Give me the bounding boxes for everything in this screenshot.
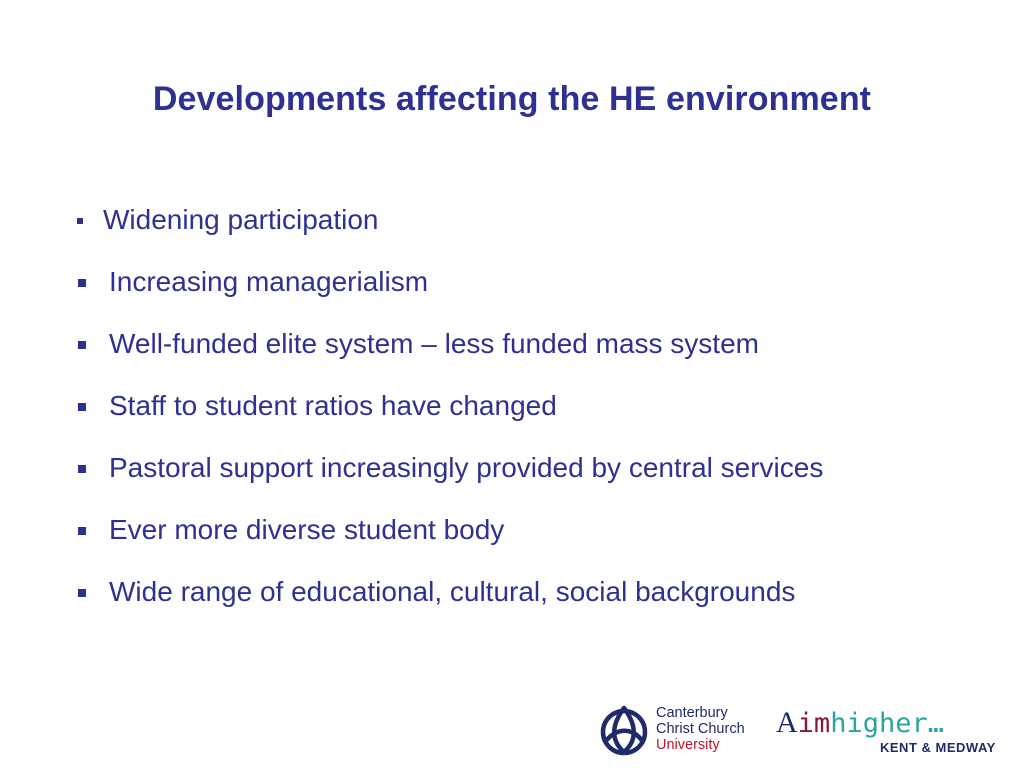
square-bullet-icon bbox=[78, 465, 86, 473]
bullet-item bbox=[72, 258, 823, 320]
bullet-text: Staff to student ratios have changed bbox=[109, 390, 557, 421]
bullet-text: Well-funded elite system – less funded mass system bbox=[109, 328, 759, 359]
square-bullet-icon bbox=[77, 218, 83, 224]
bullet-item bbox=[72, 506, 823, 568]
cccu-line-3: University bbox=[656, 737, 720, 753]
aimhigher-region: KENT & MEDWAY bbox=[880, 740, 996, 755]
cccu-line-2: Christ Church bbox=[656, 721, 745, 737]
bullet-list bbox=[72, 196, 823, 630]
bullet-text: Increasing managerialism bbox=[109, 266, 429, 297]
aim-im-text: im bbox=[797, 708, 831, 739]
aim-a-letter: A bbox=[776, 706, 798, 739]
cccu-line-1: Canterbury bbox=[656, 705, 728, 721]
aimhigher-wordmark bbox=[776, 706, 944, 741]
bullet-item bbox=[72, 196, 823, 258]
aimhigher-logo bbox=[776, 706, 1006, 756]
bullet-text: Widening participation bbox=[103, 204, 379, 235]
bullet-text: Wide range of educational, cultural, social backgrounds bbox=[109, 576, 796, 607]
slide-title: Developments affecting the HE environment bbox=[152, 80, 872, 118]
bullet-item bbox=[72, 568, 823, 630]
square-bullet-icon bbox=[78, 341, 86, 349]
cccu-emblem-icon bbox=[596, 702, 652, 758]
cccu-wordmark bbox=[656, 705, 745, 753]
bullet-text: Pastoral support increasingly provided by central services bbox=[109, 452, 824, 483]
bullet-item bbox=[72, 382, 823, 444]
square-bullet-icon bbox=[78, 527, 86, 535]
aim-higher-text: higher… bbox=[830, 708, 944, 739]
cccu-logo bbox=[596, 702, 756, 760]
bullet-item bbox=[72, 320, 823, 382]
bullet-text: Ever more diverse student body bbox=[109, 514, 505, 545]
square-bullet-icon bbox=[78, 279, 86, 287]
square-bullet-icon bbox=[78, 403, 86, 411]
square-bullet-icon bbox=[78, 589, 86, 597]
bullet-item bbox=[72, 444, 823, 506]
